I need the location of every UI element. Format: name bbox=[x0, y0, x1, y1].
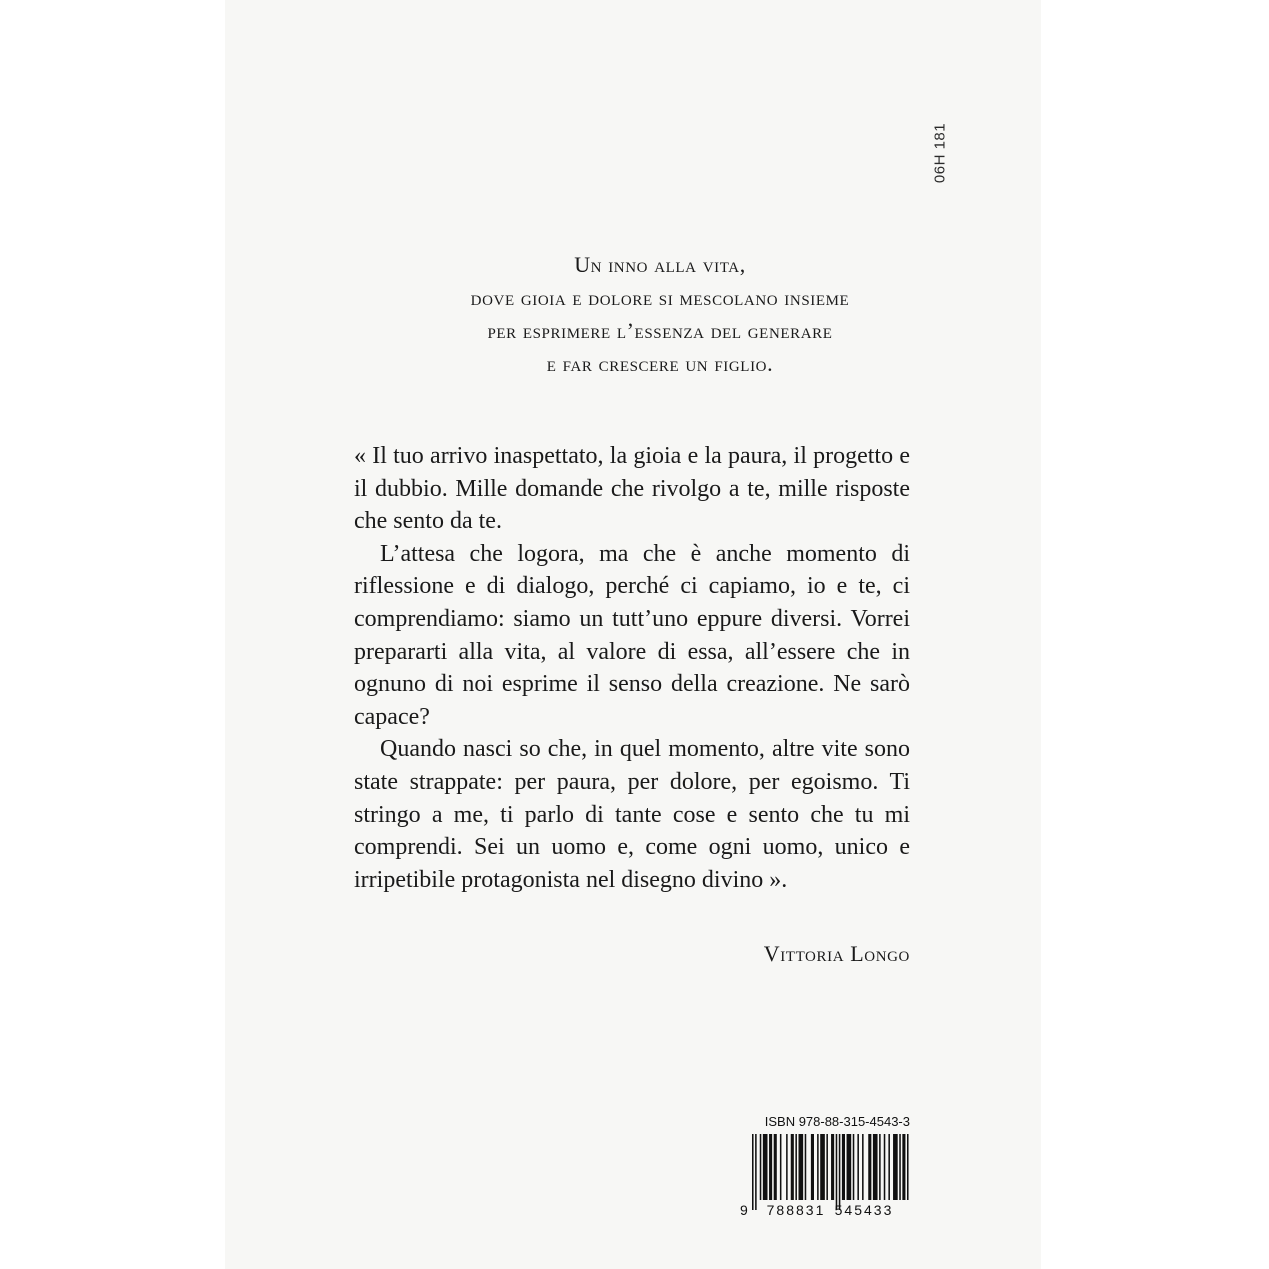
quote-paragraph: Quando nasci so che, in quel momento, altre vite sono state strappate: per paura, per dolore, per egoismo. Ti stringo a me, ti parlo di tante cose e sento che tu mi comprendi. Sei un uomo e, come ogni uomo, unico e irripetibile protagonista nel disegno divino ». bbox=[354, 736, 910, 893]
barcode-left-digits: 788831 bbox=[766, 1202, 826, 1218]
barcode-bar bbox=[862, 1134, 864, 1200]
quote-paragraph: L’attesa che logora, ma che è anche momento di riflessione e di dialogo, perché ci capiamo, io e te, ci comprendiamo: siamo un tutt’uno eppure diversi. Vorrei prepararti alla vita, al valore di essa, all’essere che in ognuno di noi esprime il senso della creazione. Ne sarò capace? bbox=[354, 540, 910, 730]
barcode-bar bbox=[811, 1134, 814, 1200]
barcode-bar bbox=[879, 1134, 881, 1200]
barcode-bar bbox=[805, 1134, 807, 1200]
barcode-bar bbox=[868, 1134, 871, 1200]
barcode-bar bbox=[786, 1134, 788, 1200]
tagline-line: e far crescere un figlio. bbox=[546, 351, 774, 376]
barcode-bar bbox=[774, 1134, 777, 1200]
barcode-bar bbox=[831, 1134, 834, 1200]
quote-paragraph: « Il tuo arrivo inaspettato, la gioia e la paura, il progetto e il dubbio. Mille domande che rivolgo a te, mille risposte che sento da te. bbox=[354, 443, 910, 535]
barcode-bar bbox=[836, 1134, 838, 1210]
barcode-bar bbox=[888, 1134, 890, 1200]
barcode-bar bbox=[902, 1134, 905, 1200]
barcode-bar bbox=[791, 1134, 794, 1200]
barcode-right-digits: 545433 bbox=[834, 1202, 894, 1218]
barcode-bar bbox=[826, 1134, 828, 1200]
barcode-first-digit: 9 bbox=[740, 1202, 748, 1218]
tagline bbox=[260, 248, 1060, 380]
tagline-line: dove gioia e dolore si mescolano insieme bbox=[470, 285, 850, 310]
barcode-bar bbox=[752, 1134, 754, 1210]
barcode-bars bbox=[752, 1134, 910, 1210]
barcode-bar bbox=[763, 1134, 768, 1200]
blurb-quote bbox=[354, 440, 910, 896]
barcode-bar bbox=[907, 1134, 909, 1200]
barcode-bar bbox=[799, 1134, 804, 1200]
barcode-bar bbox=[842, 1134, 845, 1200]
barcode-bar bbox=[769, 1134, 772, 1200]
tagline-line: Un inno alla vita, bbox=[574, 252, 746, 277]
barcode-bar bbox=[760, 1134, 762, 1200]
isbn-barcode bbox=[738, 1134, 910, 1218]
barcode-bar bbox=[853, 1134, 855, 1200]
barcode-bar bbox=[873, 1134, 878, 1200]
barcode-bar bbox=[857, 1134, 859, 1200]
isbn-label: ISBN 978-88-315-4543-3 bbox=[764, 1114, 910, 1129]
barcode-bar bbox=[893, 1134, 898, 1200]
barcode-bar bbox=[755, 1134, 757, 1210]
author-name: Vittoria Longo bbox=[763, 941, 910, 966]
barcode-bar bbox=[884, 1134, 886, 1200]
catalog-code-text: 06H 181 bbox=[931, 122, 949, 184]
barcode-bar bbox=[899, 1134, 901, 1200]
barcode-bar bbox=[795, 1134, 797, 1200]
barcode-bar bbox=[839, 1134, 841, 1210]
catalog-code bbox=[920, 118, 960, 188]
barcode-bar bbox=[780, 1134, 782, 1200]
barcode-bar bbox=[847, 1134, 852, 1200]
barcode-bar bbox=[817, 1134, 819, 1200]
tagline-line: per esprimere l’essenza del generare bbox=[487, 318, 833, 343]
barcode-bar bbox=[820, 1134, 825, 1200]
